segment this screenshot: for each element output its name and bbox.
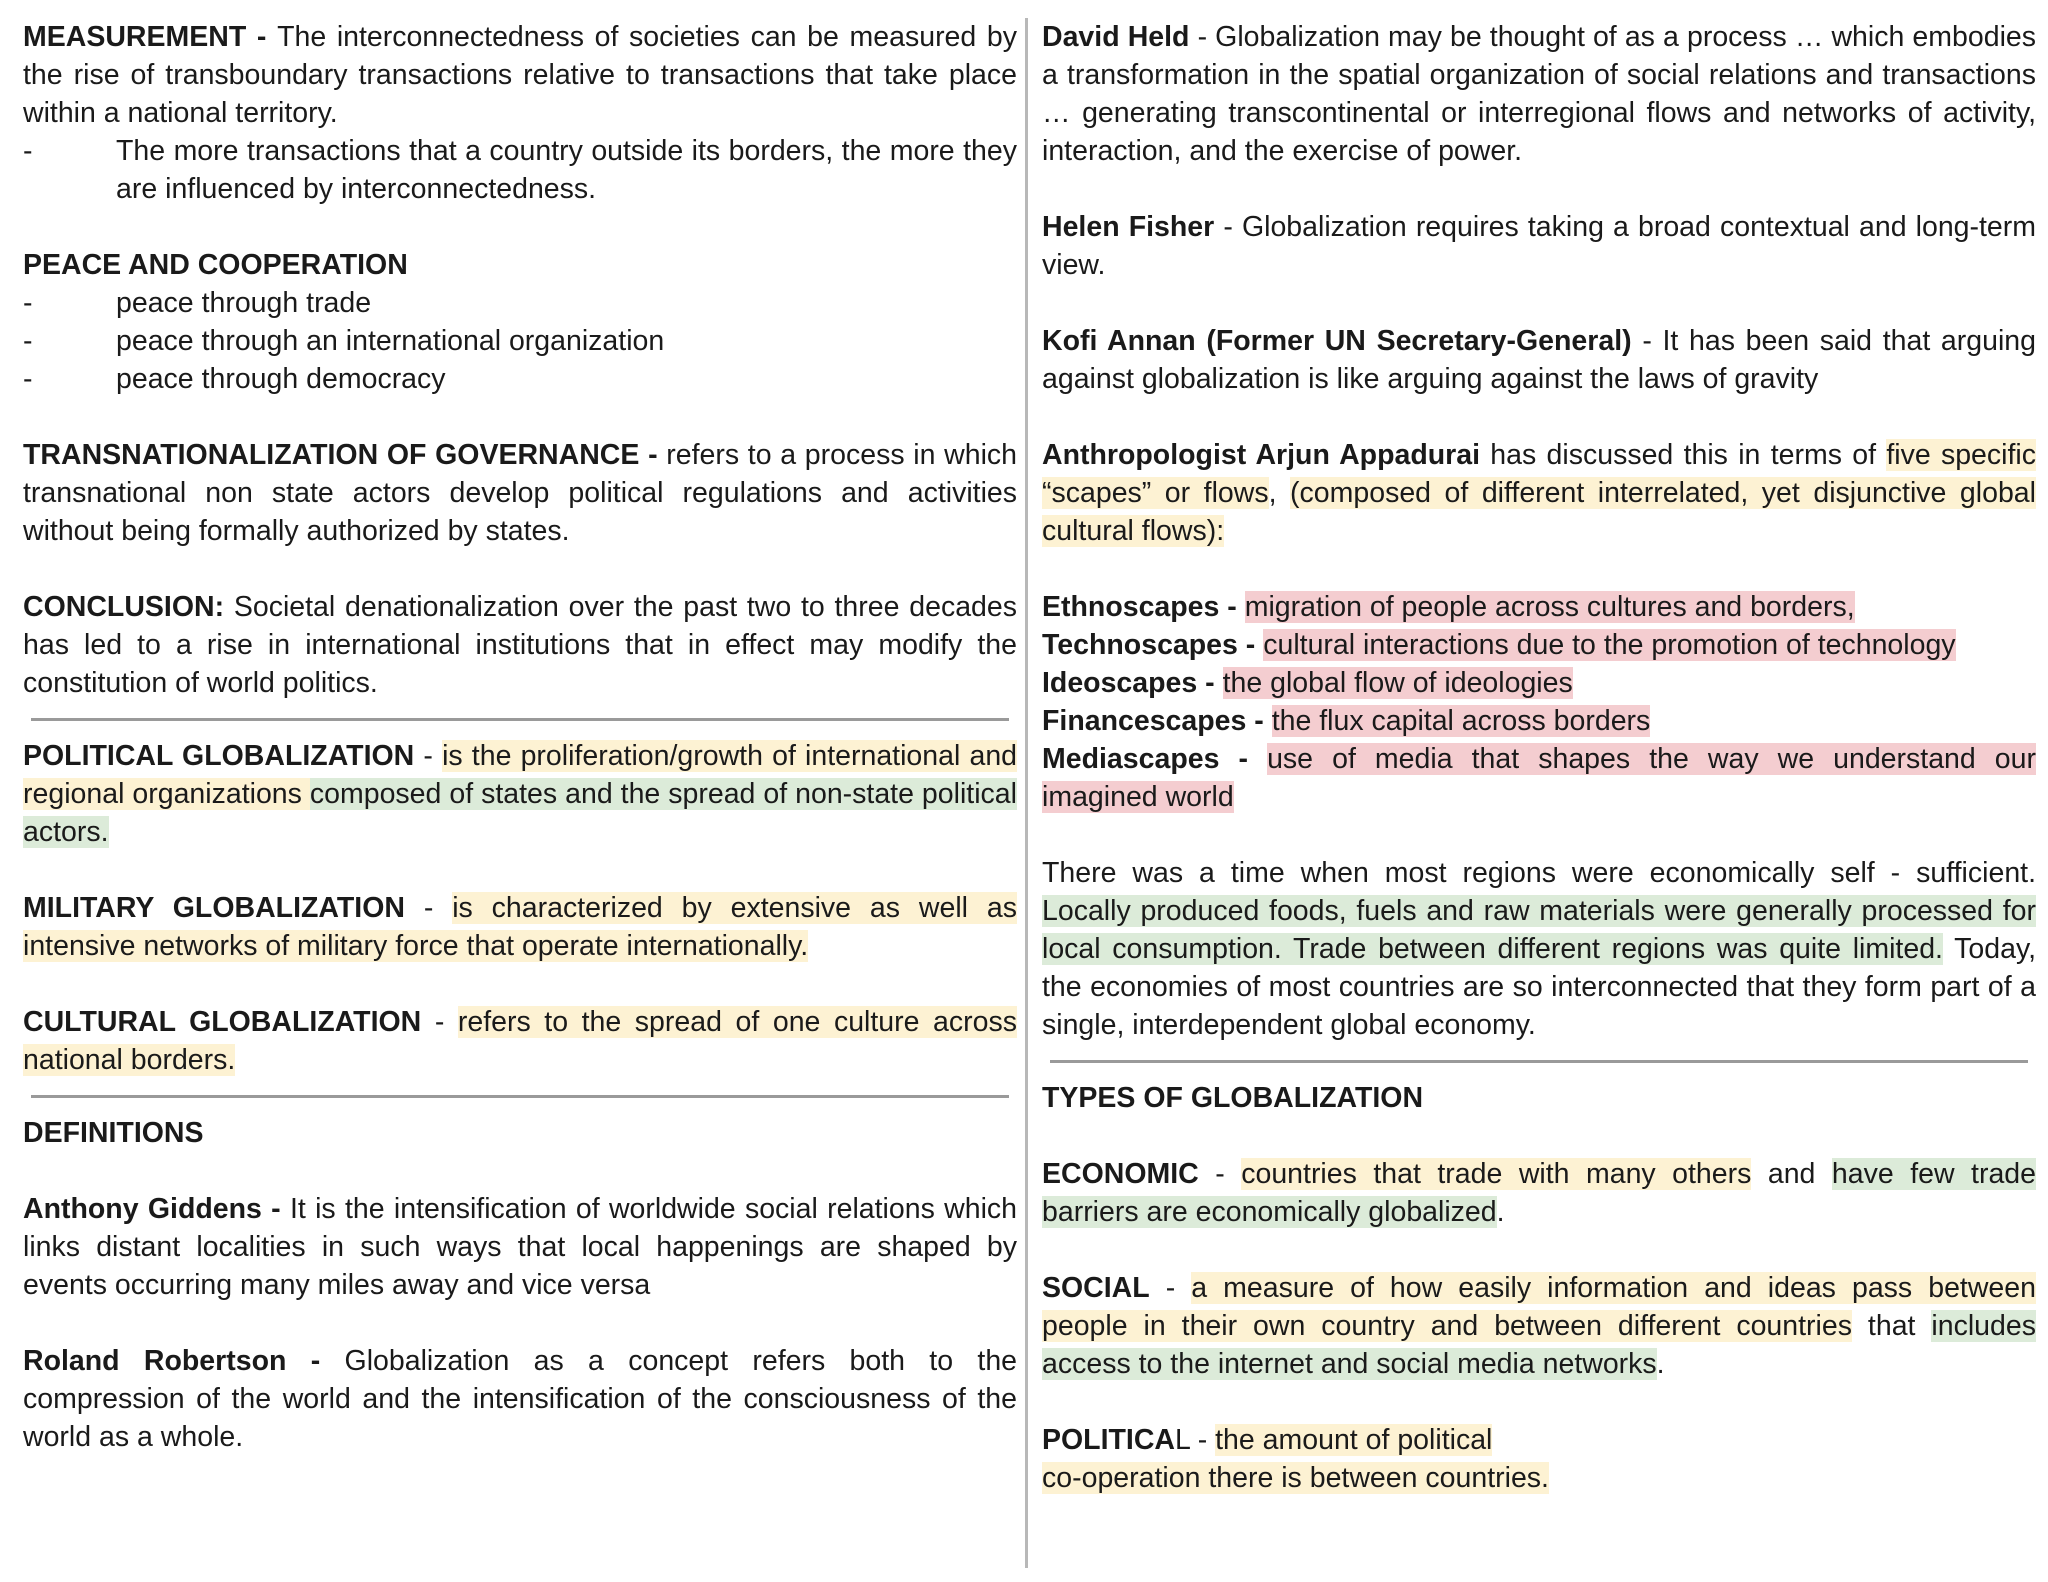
peace-item: - peace through an international organization xyxy=(23,325,665,357)
military-globalization-heading: MILITARY GLOBALIZATION xyxy=(23,892,405,924)
conclusion-paragraph: CONCLUSION: Societal denationalization over the past two to three decades has led to a rise in international institutions that in effect may modify the constitution of world politics. xyxy=(23,591,1017,699)
measurement-paragraph: MEASUREMENT - The interconnectedness of societies can be measured by the rise of transboundary transactions relative to transactions that take place within a national territory. xyxy=(23,21,1018,129)
scape-item: Mediascapes - use of media that shapes the way we understand our imagined world xyxy=(1042,743,2037,813)
economic-type: ECONOMIC - countries that trade with many others and have few trade barriers are economically globalized. xyxy=(1042,1158,2036,1228)
scape-item: Ethnoscapes - migration of people across cultures and borders, xyxy=(1042,591,1855,623)
scape-item: Financescapes - the flux capital across borders xyxy=(1042,705,1651,737)
section-divider xyxy=(31,1095,1009,1098)
economy-paragraph: There was a time when most regions were economically self - sufficient. Locally produced foods, fuels and raw materials were generally processed for local consumption. Trade between different regions was quite limited. Today, the economies of most countries are so interconnected that they form part of a single, interdependent global economy. xyxy=(1042,857,2036,1041)
scape-item: Technoscapes - cultural interactions due to the promotion of technology xyxy=(1042,629,1956,661)
peace-item: - peace through democracy xyxy=(23,363,446,395)
definitions-heading: DEFINITIONS xyxy=(23,1117,204,1149)
column-divider xyxy=(1025,18,1028,1568)
conclusion-heading: CONCLUSION: xyxy=(23,591,225,623)
held-definition: David Held - Globalization may be thought of as a process … which embodies a transformation in the spatial organization of social relations and transactions … generating transcontinental or interregional flows and networks of activity, interaction, and the exercise of power. xyxy=(1042,21,2037,167)
cultural-globalization-paragraph: CULTURAL GLOBALIZATION - refers to the spread of one culture across national borders. xyxy=(23,1006,1017,1076)
political-globalization-paragraph: POLITICAL GLOBALIZATION - is the proliferation/growth of international and regional organizations composed of states and the spread of non-state political actors. xyxy=(23,740,1018,848)
types-heading: TYPES OF GLOBALIZATION xyxy=(1042,1082,1424,1114)
peace-item: - peace through trade xyxy=(23,287,372,319)
section-divider xyxy=(1050,1060,2028,1063)
left-column xyxy=(23,18,1017,1456)
annan-definition: Kofi Annan (Former UN Secretary-General) - It has been said that arguing against globalization is like arguing against the laws of gravity xyxy=(1042,325,2036,395)
measurement-heading: MEASUREMENT xyxy=(23,21,247,53)
political-globalization-heading: POLITICAL GLOBALIZATION xyxy=(23,740,415,772)
scape-item: Ideoscapes - the global flow of ideologies xyxy=(1042,667,1573,699)
political-type: POLITICAL - the amount of political co-operation there is between countries. xyxy=(1042,1424,1549,1494)
right-column xyxy=(1042,18,2036,1497)
military-globalization-paragraph: MILITARY GLOBALIZATION - is characterized by extensive as well as intensive networks of military force that operate internationally. xyxy=(23,892,1017,962)
transnationalization-paragraph: TRANSNATIONALIZATION OF GOVERNANCE - refers to a process in which transnational non state actors develop political regulations and activities without being formally authorized by states. xyxy=(23,439,1018,547)
robertson-definition: Roland Robertson - Globalization as a concept refers both to the compression of the world and the intensification of the consciousness of the world as a whole. xyxy=(23,1345,1018,1453)
social-type: SOCIAL - a measure of how easily information and ideas pass between people in their own country and between different countries that includes access to the internet and social media networks. xyxy=(1042,1272,2036,1380)
peace-heading: PEACE AND COOPERATION xyxy=(23,249,408,281)
appadurai-paragraph: Anthropologist Arjun Appadurai has discussed this in terms of five specific “scapes” or flows, (composed of different interrelated, yet disjunctive global cultural flows): xyxy=(1042,439,2036,547)
transnationalization-heading: TRANSNATIONALIZATION OF GOVERNANCE xyxy=(23,439,640,471)
section-divider xyxy=(31,718,1009,721)
fisher-definition: Helen Fisher - Globalization requires taking a broad contextual and long-term view. xyxy=(1042,211,2037,281)
measurement-bullet: - The more transactions that a country outside its borders, the more they are influenced by interconnectedness. xyxy=(23,135,1017,205)
giddens-definition: Anthony Giddens - It is the intensification of worldwide social relations which links distant localities in such ways that local happenings are shaped by events occurring many miles away and vice versa xyxy=(23,1193,1017,1301)
cultural-globalization-heading: CULTURAL GLOBALIZATION xyxy=(23,1006,422,1038)
